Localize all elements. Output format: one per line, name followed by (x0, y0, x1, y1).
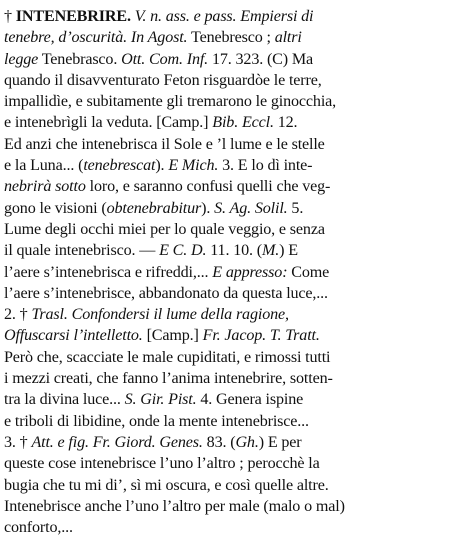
entry-line (4, 240, 470, 261)
text-segment: loro, e saranno confusi quelli che veg- (85, 178, 331, 196)
text-segment: obtenebrabitur (106, 199, 202, 217)
entry-line (4, 517, 470, 538)
text-segment: Lume degli occhi miei per lo quale veggio, e senza (4, 220, 325, 238)
text-segment: 4. Genera ispine (196, 391, 304, 409)
text-segment: l’aere s’intenebrisca e rifreddi,... (4, 263, 213, 281)
entry-line (4, 347, 470, 368)
dictionary-entry-intenebrire (4, 6, 470, 538)
text-segment: S. Gir. Pist. (124, 391, 197, 409)
text-segment: ). (201, 199, 215, 217)
text-segment: e intenebrìgli la veduta. [Camp.] (4, 114, 213, 132)
text-segment: conforto,... (4, 519, 73, 537)
text-segment: Come (287, 263, 330, 281)
text-segment: e la Luna... ( (4, 157, 84, 175)
entry-line (4, 112, 470, 133)
entry-line (4, 70, 470, 91)
text-segment: Tenebrasco. (38, 50, 122, 68)
entry-line (4, 368, 470, 389)
text-segment: e triboli di libidine, onde la mente intenebrisce... (4, 412, 309, 430)
entry-line (4, 198, 470, 219)
text-segment: impallidìe, e subitamente gli tremarono le ginocchia, (4, 93, 337, 111)
entry-line (4, 325, 470, 346)
text-segment: 83. ( (202, 433, 236, 451)
entry-line (4, 155, 470, 176)
text-segment: V. n. ass. e pass. Empiersi di (130, 8, 314, 25)
text-segment: † (4, 8, 16, 25)
text-segment: ) E per (258, 433, 302, 451)
text-segment: tra la divina luce... (4, 391, 125, 409)
text-segment: S. Ag. Solil. (214, 199, 288, 217)
text-segment: 3. E lo dì inte- (218, 157, 313, 175)
text-segment: Intenebrisce anche l’uno l’altro per male (malo o mal) (4, 497, 345, 515)
text-segment: 3. † (4, 433, 32, 451)
entry-line (4, 134, 470, 155)
entry-line (4, 496, 470, 517)
text-segment: queste cose intenebrisce l’uno l’altro ; perocchè la (4, 455, 320, 473)
text-segment: gono le visioni ( (4, 199, 107, 217)
text-segment: ) E (279, 242, 298, 260)
entry-line (4, 283, 470, 304)
entry-line (4, 389, 470, 410)
text-segment: ). (155, 157, 169, 175)
text-segment: altri (274, 29, 302, 47)
text-segment: 17. 323. (C) Ma (208, 50, 314, 68)
text-segment: Gh. (235, 433, 259, 451)
text-segment: E Mich. (168, 157, 219, 175)
text-segment: Però che, scacciate le male cupiditati, e rimossi tutti (4, 348, 331, 366)
text-segment: Trasl. Confondersi il lume della ragione, (31, 306, 289, 324)
entry-line (4, 176, 470, 197)
text-segment: tenebre, d’oscurità. In Agost. (4, 29, 188, 47)
entry-line (4, 432, 470, 453)
text-segment: il quale intenebrisco. — (4, 242, 160, 260)
text-segment: 2. † (4, 306, 32, 324)
text-segment: 12. (273, 114, 298, 132)
text-segment: Ed anzi che intenebrisca il Sole e ’l lume e le stelle (4, 135, 325, 153)
text-segment: i mezzi creati, che fanno l’anima intenebrire, sotten- (4, 370, 333, 388)
text-segment: tenebrescat (83, 157, 156, 175)
text-segment: l’aere s’intenebrisce, abbandonato da questa luce,... (4, 284, 328, 302)
entry-line (4, 262, 470, 283)
text-segment: Att. e fig. Fr. Giord. Genes. (31, 433, 203, 451)
entry-line (4, 453, 470, 474)
text-segment: 11. 10. ( (206, 242, 262, 260)
text-segment: Bib. Eccl. (212, 114, 274, 132)
text-segment: nebrirà sotto (4, 178, 86, 196)
text-segment: E appresso: (212, 263, 288, 281)
text-segment: bugia che tu mi di’, sì mi oscura, e così quelle altre. (4, 476, 329, 494)
entry-line (4, 6, 470, 27)
entry-line (4, 411, 470, 432)
entry-line (4, 304, 470, 325)
text-segment: Fr. Jacop. T. Tratt. (202, 327, 320, 345)
entry-line (4, 219, 470, 240)
text-segment: M. (261, 242, 280, 260)
text-segment: Ott. Com. Inf. (121, 50, 209, 68)
text-segment: 5. (287, 199, 304, 217)
text-segment: Tenebresco ; (187, 29, 275, 47)
text-segment: Offuscarsi l’intelletto. (4, 327, 143, 345)
entry-line (4, 475, 470, 496)
text-segment: E C. D. (159, 242, 207, 260)
entry-line (4, 91, 470, 112)
text-segment: legge (4, 50, 39, 68)
text-segment: INTENEBRIRE. (15, 8, 131, 25)
text-segment: quando il disavventurato Feton risguardòe le terre, (4, 71, 322, 89)
text-segment: [Camp.] (142, 327, 203, 345)
entry-line (4, 27, 470, 48)
entry-line (4, 49, 470, 70)
